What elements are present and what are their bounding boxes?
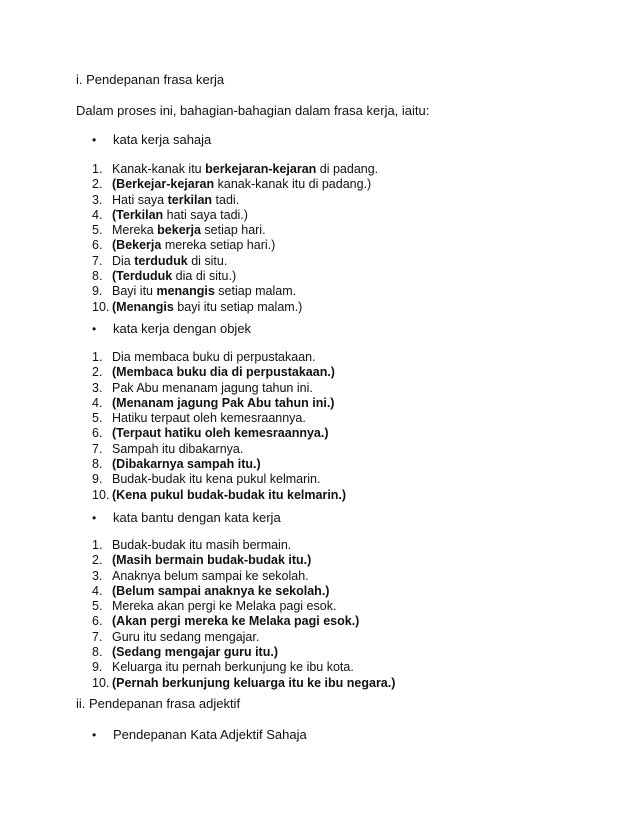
bold-text: (Kena pukul budak-budak itu kelmarin.) — [112, 487, 347, 502]
list-item-text — [112, 365, 335, 380]
list-item-text — [112, 426, 329, 441]
list-item-text — [112, 238, 275, 253]
list-item-text — [112, 254, 227, 269]
list-item-text — [112, 396, 334, 411]
list-item-text — [112, 162, 378, 177]
section-heading-frasa-kerja: i. Pendepanan frasa kerja — [76, 72, 225, 87]
bold-text: bekerja — [157, 223, 201, 238]
list-item-number: 8. — [92, 645, 103, 660]
bullet-kata-kerja-sahaja: • kata kerja sahaja — [92, 132, 212, 147]
bold-text: (Bekerja — [112, 238, 162, 253]
plain-text: Keluarga itu pernah berkunjung ke ibu kota. — [112, 660, 354, 675]
list-item-text — [112, 457, 261, 472]
plain-text: hati saya tadi.) — [163, 207, 248, 222]
list-item-number: 7. — [92, 441, 103, 456]
list-item-number: 9. — [92, 660, 103, 675]
plain-text: Hatiku terpaut oleh kemesraannya. — [112, 411, 306, 426]
plain-text: setiap malam. — [214, 284, 297, 299]
list-item-number: 7. — [92, 629, 103, 644]
list-item-number: 5. — [92, 411, 103, 426]
bold-text: (Menanam jagung Pak Abu tahun ini.) — [112, 395, 335, 410]
bullet-dot-icon: • — [92, 511, 97, 525]
plain-text: Pak Abu menanam jagung tahun ini. — [112, 380, 313, 395]
bold-text: berkejaran-kejaran — [205, 162, 317, 176]
list-item-number: 10. — [92, 299, 110, 314]
list-item-number: 1. — [92, 538, 103, 552]
list-item-text — [112, 584, 329, 599]
list-item-text — [112, 569, 309, 584]
list-item-number: 3. — [92, 568, 103, 583]
bold-text: (Belum sampai anaknya ke sekolah.) — [112, 583, 330, 598]
plain-text: Mereka — [112, 223, 158, 238]
plain-text: Hati saya — [112, 192, 168, 207]
list-item-number: 6. — [92, 426, 103, 441]
list-item-text — [112, 269, 236, 284]
bold-text: (Berkejar-kejaran — [112, 177, 215, 192]
list-item-text — [112, 488, 346, 503]
intro-paragraph: Dalam proses ini, bahagian-bahagian dalam frasa kerja, iaitu: — [76, 103, 430, 118]
list-item-number: 9. — [92, 472, 103, 487]
plain-text: kanak-kanak itu di padang.) — [214, 177, 372, 192]
list-item-text — [112, 599, 336, 614]
list-item-number: 9. — [92, 284, 103, 299]
list-item-text — [112, 193, 239, 208]
list-item-text — [112, 660, 354, 675]
list-item-number: 2. — [92, 177, 103, 192]
list-item-text — [112, 208, 248, 223]
plain-text: Mereka akan pergi ke Melaka pagi esok. — [112, 599, 337, 614]
bullet-kata-kerja-dengan-objek: • kata kerja dengan objek — [92, 321, 252, 336]
list-item-text — [112, 300, 302, 315]
list-item-number: 10. — [92, 487, 110, 502]
list-item-number: 2. — [92, 365, 103, 380]
bold-text: (Masih bermain budak-budak itu.) — [112, 553, 312, 568]
list-item-number: 5. — [92, 599, 103, 614]
plain-text: mereka setiap hari.) — [161, 238, 276, 253]
bullet-kata-bantu-dengan-kata-kerja: • kata bantu dengan kata kerja — [92, 510, 281, 525]
plain-text: dia di situ.) — [172, 269, 237, 284]
list-item-number: 2. — [92, 553, 103, 568]
bold-text: (Terpaut hatiku oleh kemesraannya.) — [112, 426, 329, 441]
list-item-number: 1. — [92, 162, 103, 176]
plain-text: Kanak-kanak itu — [112, 162, 206, 176]
list-item-number: 5. — [92, 223, 103, 238]
plain-text: Anaknya belum sampai ke sekolah. — [112, 568, 309, 583]
bullet-dot-icon: • — [92, 133, 97, 147]
plain-text: Sampah itu dibakarnya. — [112, 441, 244, 456]
list-item-number: 6. — [92, 614, 103, 629]
plain-text: Dia — [112, 253, 135, 268]
bold-text: (Pernah berkunjung keluarga itu ke ibu negara.) — [112, 675, 396, 690]
bullet-dot-icon: • — [92, 322, 97, 336]
list-item-text — [112, 442, 243, 457]
list-item-number: 4. — [92, 395, 103, 410]
plain-text: di situ. — [187, 253, 228, 268]
plain-text: Dia membaca buku di perpustakaan. — [112, 350, 316, 364]
plain-text: Budak-budak itu kena pukul kelmarin. — [112, 472, 321, 487]
list-item-text — [112, 676, 395, 691]
plain-text: Guru itu sedang mengajar. — [112, 629, 260, 644]
bold-text: (Sedang mengajar guru itu.) — [112, 645, 278, 660]
list-item-number: 10. — [92, 675, 110, 690]
bold-text: (Membaca buku dia di perpustakaan.) — [112, 365, 335, 380]
list-item-text — [112, 614, 359, 629]
bold-text: (Terduduk — [112, 269, 173, 284]
list-item-number: 3. — [92, 192, 103, 207]
list-item-number: 7. — [92, 253, 103, 268]
list-item-text — [112, 538, 291, 553]
list-item-text — [112, 553, 311, 568]
plain-text: bayi itu setiap malam.) — [173, 299, 303, 314]
list-item-text — [112, 411, 306, 426]
plain-text: tadi. — [212, 192, 240, 207]
bold-text: (Akan pergi mereka ke Melaka pagi esok.) — [112, 614, 360, 629]
bold-text: menangis — [156, 284, 215, 299]
list-item-number: 8. — [92, 269, 103, 284]
list-item-text — [112, 645, 278, 660]
plain-text: Bayi itu — [112, 284, 157, 299]
bold-text: (Menangis — [112, 299, 174, 314]
list-item-text — [112, 177, 371, 192]
plain-text: setiap hari. — [200, 223, 266, 238]
list-item-text — [112, 350, 316, 365]
list-item-number: 4. — [92, 207, 103, 222]
plain-text: Budak-budak itu masih bermain. — [112, 538, 292, 552]
list-item-number: 4. — [92, 583, 103, 598]
list-item-text — [112, 472, 320, 487]
list-item-text — [112, 223, 266, 238]
list-item-number: 1. — [92, 350, 103, 364]
list-item-number: 8. — [92, 457, 103, 472]
section-heading-frasa-adjektif: ii. Pendepanan frasa adjektif — [76, 696, 241, 711]
bullet-dot-icon: • — [92, 728, 97, 742]
list-item-number: 3. — [92, 380, 103, 395]
list-item-text — [112, 381, 313, 396]
bold-text: (Terkilan — [112, 207, 164, 222]
list-item-number: 6. — [92, 238, 103, 253]
list-item-text — [112, 284, 296, 299]
bold-text: (Dibakarnya sampah itu.) — [112, 457, 261, 472]
bold-text: terduduk — [134, 253, 188, 268]
bold-text: terkilan — [167, 192, 213, 207]
bullet-kata-adjektif-sahaja: • Pendepanan Kata Adjektif Sahaja — [92, 727, 307, 742]
plain-text: di padang. — [316, 162, 379, 176]
list-item-text — [112, 630, 259, 645]
